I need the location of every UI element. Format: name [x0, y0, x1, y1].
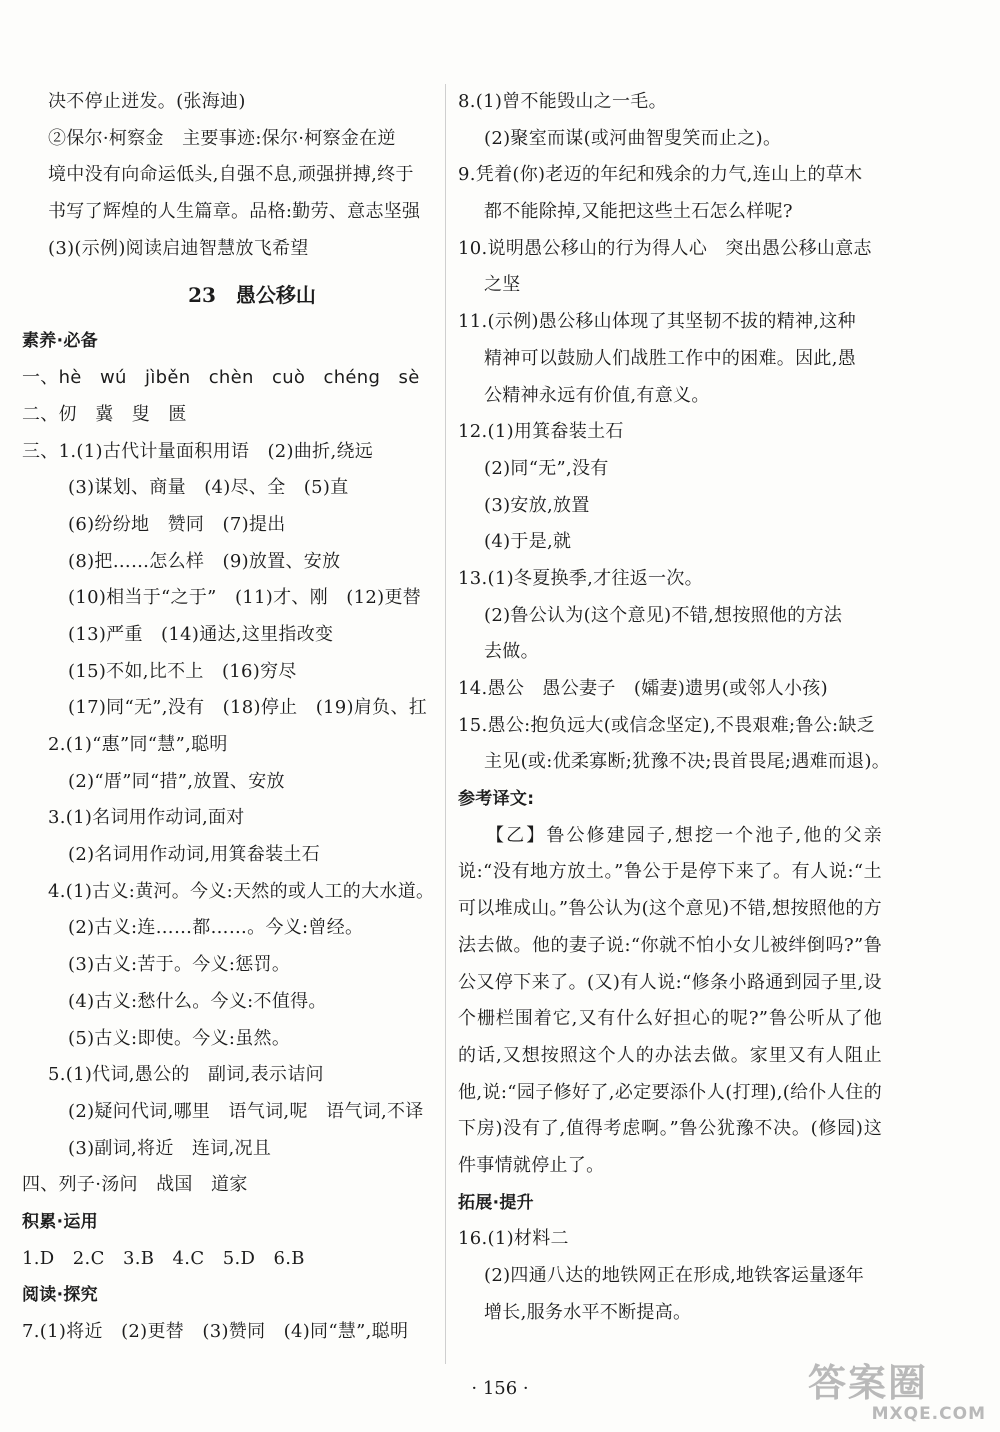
- answer-line: 12.(1)用箕畚装土石: [458, 421, 624, 443]
- answer-line: 7.(1)将近 (2)更替 (3)赞同 (4)同“慧”,聪明: [22, 1321, 409, 1342]
- answer-line: 1.D 2.C 3.B 4.C 5.D 6.B: [22, 1247, 305, 1269]
- answer-line: (2)古义:连……都……。今义:曾经。: [68, 917, 364, 939]
- answer-line: (3)安放,放置: [484, 494, 590, 516]
- answer-line: 书写了辉煌的人生篇章。品格:勤劳、意志坚强: [48, 201, 421, 223]
- answer-line: (3)谋划、商量 (4)尽、全 (5)直: [68, 477, 349, 499]
- answer-line: 一、hè wú jìběn chèn cuò chéng sè: [22, 367, 420, 389]
- answer-line: (3)古义:苦于。今义:惩罚。: [68, 954, 291, 976]
- section-heading: 阅读·探究: [22, 1285, 98, 1306]
- answer-line: 之坚: [484, 274, 521, 296]
- answer-line: 10.说明愚公移山的行为得人心 突出愚公移山意志: [458, 237, 872, 259]
- answer-line: (2)鲁公认为(这个意见)不错,想按照他的方法: [484, 604, 843, 626]
- answer-line: 主见(或:优柔寡断;犹豫不决;畏首畏尾;遇难而退)。: [484, 751, 891, 773]
- answer-line: 境中没有向命运低头,自强不息,顽强拼搏,终于: [48, 164, 414, 186]
- answer-line: (8)把……怎么样 (9)放置、安放: [68, 550, 341, 572]
- answer-line: (10)相当于“之于” (11)才、刚 (12)更替: [68, 587, 422, 609]
- answer-line: (6)纷纷地 赞同 (7)提出: [68, 513, 286, 535]
- answer-line: 15.愚公:抱负远大(或信念坚定),不畏艰难;鲁公:缺乏: [458, 714, 875, 736]
- page-number: · 156 ·: [471, 1378, 529, 1399]
- answer-line: (2)同“无”,没有: [484, 457, 609, 479]
- answer-line: 16.(1)材料二: [458, 1228, 569, 1250]
- answer-line: 8.(1)曾不能毁山之一毛。: [458, 91, 667, 112]
- answer-line: (15)不如,比不上 (16)穷尽: [68, 660, 297, 682]
- answer-line: 二、仞 冀 叟 匮: [22, 403, 187, 425]
- answer-line: 3.(1)名词用作动词,面对: [48, 807, 245, 829]
- answer-line: ②保尔·柯察金 主要事迹:保尔·柯察金在逆: [48, 127, 396, 149]
- answer-line: 9.凭着(你)老迈的年纪和残余的力气,连山上的草木: [458, 164, 863, 186]
- answer-line: (17)同“无”,没有 (18)停止 (19)肩负、扛: [68, 697, 428, 719]
- section-heading: 参考译文:: [458, 789, 535, 810]
- answer-line: 增长,服务水平不断提高。: [484, 1301, 692, 1323]
- left-column: [22, 84, 442, 1351]
- translation-paragraph: 【乙】鲁公修建园子,想挖一个池子,他的父亲说:“没有地方放土。”鲁公于是停下来了。有人说:“土可以堆成山。”鲁公认为(这个意见)不错,想按照他的方法去做。他的妻子说:“你就不怕小女儿被绊倒吗?”鲁公又停下来了。(又)有人说:“修条小路通到园子里,设个栅栏围着它,又有什么好担心的呢?”鲁公听从了他的话,又想按照这个人的办法去做。家里又有人阻止他,说:“园子修好了,必定要添仆人(打理),(给仆人住的下房)没有了,值得考虑啊。”鲁公犹豫不决。(修园)这件事情就停止了。: [458, 824, 882, 1177]
- watermark-logo: 答案圈: [808, 1361, 929, 1405]
- answer-line: 三、1.(1)古代计量面积用语 (2)曲折,绕远: [22, 440, 374, 462]
- answer-line: 四、列子·汤问 战国 道家: [22, 1174, 248, 1196]
- lesson-title: 23 愚公移山: [188, 283, 316, 308]
- answer-line: 精神可以鼓励人们战胜工作中的困难。因此,愚: [484, 347, 857, 369]
- answer-line: (4)古义:愁什么。今义:不值得。: [68, 990, 327, 1012]
- answer-line: (2)“厝”同“措”,放置、安放: [68, 770, 285, 792]
- answer-line: (2)四通八达的地铁网正在形成,地铁客运量逐年: [484, 1265, 865, 1287]
- section-heading: 素养·必备: [22, 331, 98, 352]
- watermark-url: MXQE.COM: [871, 1404, 986, 1424]
- answer-line: 13.(1)冬夏换季,才往返一次。: [458, 567, 703, 589]
- section-heading: 积累·运用: [22, 1211, 98, 1232]
- answer-line: 去做。: [484, 641, 539, 663]
- answer-line: 14.愚公 愚公妻子 (孀妻)遗男(或邻人小孩): [458, 678, 828, 699]
- answer-line: 决不停止迸发。(张海迪): [48, 91, 246, 112]
- column-divider: [445, 84, 446, 1364]
- answer-line: (3)副词,将近 连词,况且: [68, 1137, 272, 1159]
- watermark: [808, 1362, 986, 1428]
- answer-line: 公精神永远有价值,有意义。: [484, 384, 710, 406]
- answer-line: 2.(1)“惠”同“慧”,聪明: [48, 734, 228, 755]
- answer-line: 4.(1)古义:黄河。今义:天然的或人工的大水道。: [48, 880, 435, 902]
- answer-line: (2)名词用作动词,用箕畚装土石: [68, 844, 321, 866]
- right-column: [458, 84, 891, 1332]
- answer-line: (13)严重 (14)通达,这里指改变: [68, 623, 334, 645]
- answer-line: 5.(1)代词,愚公的 副词,表示诘问: [48, 1064, 324, 1086]
- answer-line: 都不能除掉,又能把这些土石怎么样呢?: [484, 201, 793, 223]
- answer-line: 11.(示例)愚公移山体现了其坚韧不拔的精神,这种: [458, 311, 856, 333]
- answer-line: (2)聚室而谋(或河曲智叟笑而止之)。: [484, 127, 782, 149]
- answer-line: (3)(示例)阅读启迪智慧放飞希望: [48, 237, 309, 259]
- answer-line: (5)古义:即使。今义:虽然。: [68, 1027, 291, 1049]
- section-heading: 拓展·提升: [458, 1192, 534, 1213]
- answer-line: (2)疑问代词,哪里 语气词,呢 语气词,不译: [68, 1100, 424, 1122]
- answer-line: (4)于是,就: [484, 531, 572, 553]
